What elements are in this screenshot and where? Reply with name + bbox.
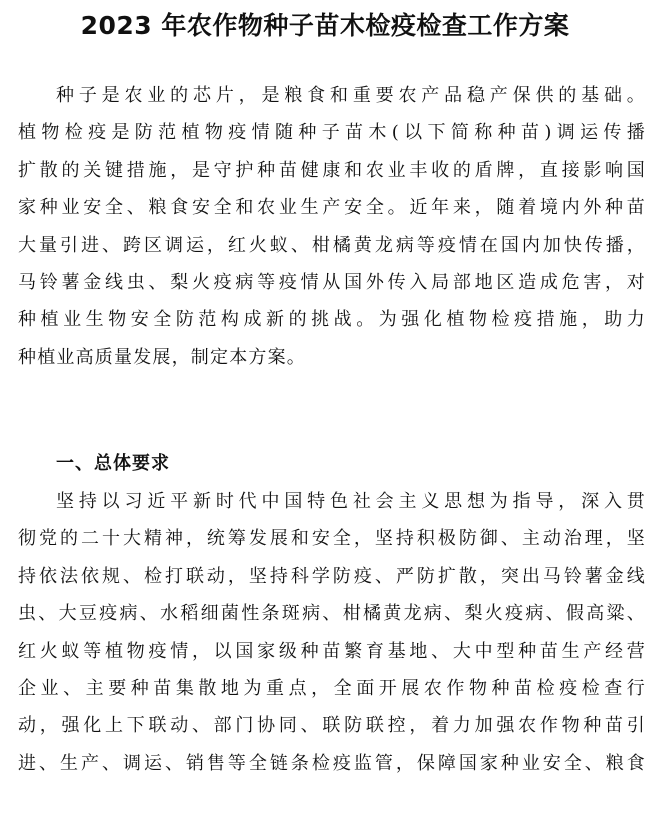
paragraph-line: 扩散的关键措施，是守护种苗健康和农业丰收的盾牌，直接影响国	[18, 159, 646, 181]
section-heading: 一、总体要求	[56, 453, 170, 474]
paragraph-line: 种子是农业的芯片，是粮食和重要农产品稳产保供的基础。	[56, 85, 646, 106]
document-title: 2023 年农作物种子苗木检疫检查工作方案	[80, 11, 570, 40]
intro-paragraph	[0, 77, 650, 376]
requirements-paragraph	[0, 483, 650, 782]
paragraph-line: 坚持以习近平新时代中国特色社会主义思想为指导，深入贯	[56, 491, 646, 512]
paragraph-line: 动，强化上下联动、部门协同、联防联控，着力加强农作物种苗引	[18, 715, 646, 737]
paragraph-line: 进、生产、调运、销售等全链条检疫监管，保障国家种业安全、粮食	[18, 752, 646, 774]
paragraph-line: 植物检疫是防范植物疫情随种子苗木(以下简称种苗)调运传播	[18, 122, 646, 144]
paragraph-line: 大量引进、跨区调运，红火蚁、柑橘黄龙病等疫情在国内加快传播，	[18, 234, 646, 256]
paragraph-line: 马铃薯金线虫、梨火疫病等疫情从国外传入局部地区造成危害，对	[18, 271, 646, 293]
paragraph-line: 企业、主要种苗集散地为重点，全面开展农作物种苗检疫检查行	[18, 677, 646, 699]
paragraph-line: 持依法依规、检打联动，坚持科学防疫、严防扩散，突出马铃薯金线	[18, 565, 646, 587]
paragraph-line: 种植业高质量发展，制定本方案。	[18, 346, 306, 368]
paragraph-line: 虫、大豆疫病、水稻细菌性条斑病、柑橘黄龙病、梨火疫病、假高粱、	[18, 603, 646, 625]
paragraph-line: 红火蚁等植物疫情，以国家级种苗繁育基地、大中型种苗生产经营	[18, 640, 646, 662]
paragraph-line: 彻党的二十大精神，统筹发展和安全，坚持积极防御、主动治理，坚	[18, 528, 646, 550]
paragraph-line: 家种业安全、粮食安全和农业生产安全。近年来，随着境内外种苗	[18, 197, 646, 219]
paragraph-line: 种植业生物安全防范构成新的挑战。为强化植物检疫措施，助力	[18, 309, 646, 331]
